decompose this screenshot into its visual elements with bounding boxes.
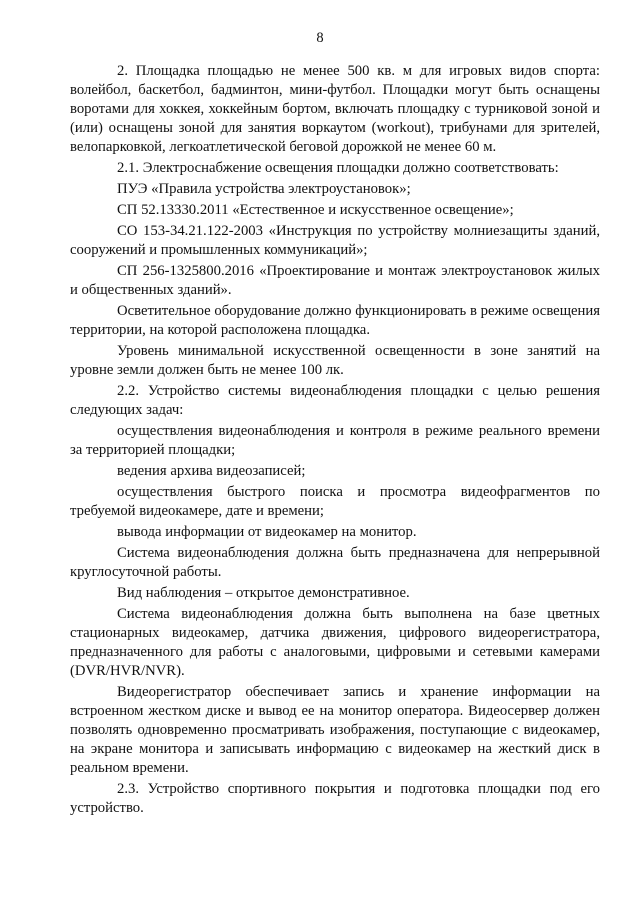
paragraph-lighting-equipment: Осветительное оборудование должно функционировать в режиме освещения территории, на которой расположена площадка.: [70, 303, 600, 338]
paragraph-pue: ПУЭ «Правила устройства электроустановок»;: [117, 181, 411, 197]
paragraph-video-recorder: Видеорегистратор обеспечивает запись и хранение информации на встроенном жестком диске и вывод ее на монитор оператора. Видеосервер должен позволять одновременно просматривать изображения, поступающие с видеокамер, на экране монитора и записывать информацию с видеокамер на жесткий диск в реальном времени.: [70, 684, 600, 776]
paragraph-video-search: осуществления быстрого поиска и просмотра видеофрагментов по требуемой видеокамере, дате и времени;: [70, 484, 600, 519]
paragraph-continuous-operation: Система видеонаблюдения должна быть предназначена для непрерывной круглосуточной работы.: [70, 545, 600, 580]
paragraph-video-archive: ведения архива видеозаписей;: [117, 463, 306, 479]
paragraph-sports-ground: 2. Площадка площадью не менее 500 кв. м для игровых видов спорта: волейбол, баскетбол, бадминтон, мини-футбол. Площадки могут быть оснащены воротами для хоккея, хоккейным бортом, включать площадку с турниковой зоной и (или) оснащены зоной для занятия воркаутом (workout), трибунами для зрителей, велопарковкой, легкоатлетической беговой дорожкой не менее 60 м.: [70, 63, 600, 155]
page-number: 8: [316, 30, 324, 46]
paragraph-camera-basis: Система видеонаблюдения должна быть выполнена на базе цветных стационарных видеокамер, датчика движения, цифрового видеорегистратора, предназначенного для работы с аналоговыми, цифровыми и сетевыми камерами (DVR/HVR/NVR).: [70, 606, 600, 679]
document-body: [70, 62, 600, 818]
paragraph-so-153: СО 153-34.21.122-2003 «Инструкция по устройству молниезащиты зданий, сооружений и промышленных коммуникаций»;: [70, 223, 600, 258]
paragraph-video-monitoring: осуществления видеонаблюдения и контроля в режиме реального времени за территорией площадки;: [70, 423, 600, 458]
paragraph-monitor-output: вывода информации от видеокамер на монитор.: [117, 524, 417, 540]
paragraph-sports-surface: 2.3. Устройство спортивного покрытия и подготовка площадки под его устройство.: [70, 781, 600, 816]
paragraph-observation-type: Вид наблюдения – открытое демонстративное.: [117, 585, 410, 601]
paragraph-illumination-level: Уровень минимальной искусственной освещенности в зоне занятий на уровне земли должен быть не менее 100 лк.: [70, 343, 600, 378]
paragraph-sp-52: СП 52.13330.2011 «Естественное и искусственное освещение»;: [117, 202, 514, 218]
paragraph-power-supply: 2.1. Электроснабжение освещения площадки должно соответствовать:: [117, 160, 559, 176]
paragraph-video-system: 2.2. Устройство системы видеонаблюдения площадки с целью решения следующих задач:: [70, 383, 600, 418]
paragraph-sp-256: СП 256-1325800.2016 «Проектирование и монтаж электроустановок жилых и общественных зданий».: [70, 263, 600, 298]
